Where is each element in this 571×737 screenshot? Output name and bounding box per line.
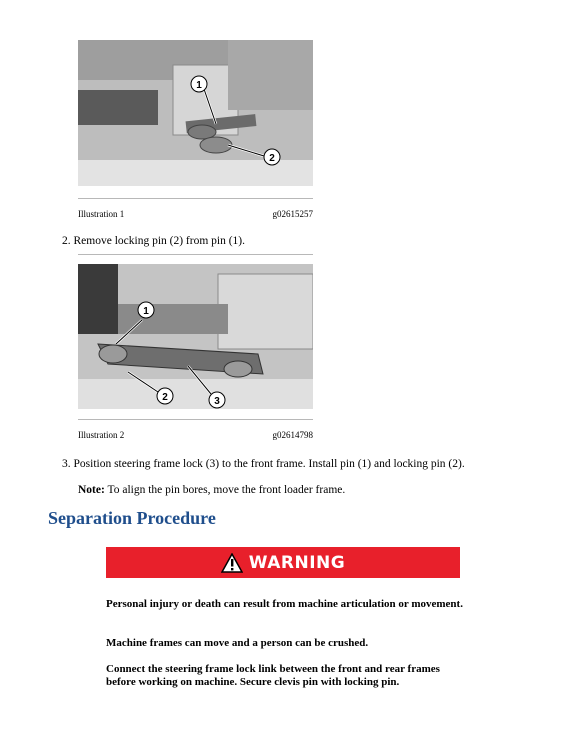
warning-paragraph-2: Machine frames can move and a person can be crushed. [106, 637, 369, 649]
svg-text:3: 3 [214, 396, 220, 407]
figure-1-caption-label: Illustration 1 [78, 209, 125, 219]
figure-1-caption-id: g02615257 [272, 209, 313, 219]
step-3-text: Position steering frame lock (3) to the front frame. Install pin (1) and locking pin (2). [73, 458, 465, 470]
warning-label: WARNING [248, 552, 346, 573]
figure-2-caption-label: Illustration 2 [78, 430, 125, 440]
callout-1 [191, 76, 207, 92]
step-2-number: 2. [62, 235, 71, 247]
warning-triangle-icon [221, 553, 243, 573]
warning-paragraph-3: Connect the steering frame lock link between the front and rear frames before working on machine. Secure clevis pin with locking pin. [106, 663, 440, 688]
step-3 [62, 458, 465, 470]
note [78, 484, 345, 496]
svg-text:2: 2 [162, 392, 168, 403]
figure-1 [78, 40, 313, 219]
callout-2 [264, 149, 280, 165]
warning-paragraph-1: Personal injury or death can result from machine articulation or movement. [106, 598, 463, 610]
figure-1-photo [78, 40, 313, 186]
callout-1 [138, 302, 154, 318]
step-3-number: 3. [62, 458, 71, 470]
figure-2 [78, 254, 313, 440]
figure-2-caption-id: g02614798 [272, 430, 313, 440]
section-title: Separation Procedure [48, 508, 216, 528]
figure-2-caption [78, 430, 313, 440]
note-label: Note: [78, 484, 105, 496]
svg-text:2: 2 [269, 153, 275, 164]
figure-2-divider [78, 419, 313, 420]
svg-text:1: 1 [196, 80, 202, 91]
note-text: To align the pin bores, move the front loader frame. [107, 484, 346, 496]
callout-3 [209, 392, 225, 408]
callout-2 [157, 388, 173, 404]
step-2 [62, 235, 245, 247]
step-2-text: Remove locking pin (2) from pin (1). [73, 235, 246, 247]
warning-banner [106, 547, 460, 578]
figure-2-top-divider [78, 254, 313, 255]
figure-1-divider [78, 198, 313, 199]
figure-1-caption [78, 209, 313, 219]
svg-text:1: 1 [143, 306, 149, 317]
figure-2-photo [78, 264, 313, 409]
